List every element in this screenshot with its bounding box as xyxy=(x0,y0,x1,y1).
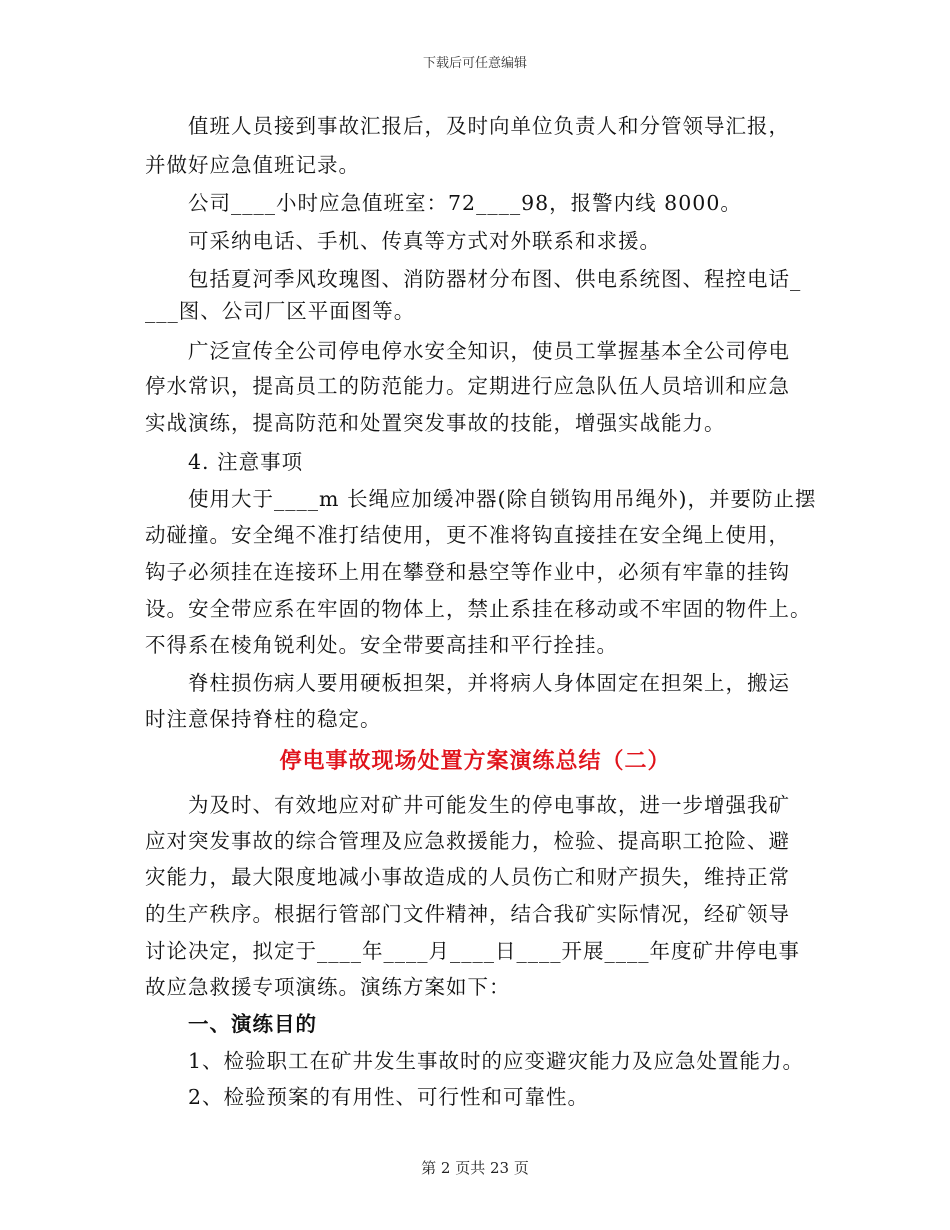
paragraph-line: 公司____小时应急值班室：72____98，报警内线 8000。 xyxy=(188,191,742,215)
paragraph-line: 故应急救援专项演练。演练方案如下： xyxy=(145,975,511,999)
paragraph-line: 钩子必须挂在连接环上用在攀登和悬空等作业中，必须有牢靠的挂钩 xyxy=(145,560,790,584)
section-heading: 一、演练目的 xyxy=(188,1012,317,1036)
paragraph-line: 2、检验预案的有用性、可行性和可靠性。 xyxy=(188,1085,590,1109)
paragraph-line: 为及时、有效地应对矿井可能发生的停电事故，进一步增强我矿 xyxy=(188,793,790,817)
paragraph-line: 可采纳电话、手机、传真等方式对外联系和求援。 xyxy=(188,229,661,253)
paragraph-line: 不得系在棱角锐利处。安全带要高挂和平行拴挂。 xyxy=(145,633,618,657)
paragraph-line: 实战演练，提高防范和处置突发事故的技能，增强实战能力。 xyxy=(145,411,726,435)
paragraph-line: 包括夏河季风玫瑰图、消防器材分布图、供电系统图、程控电话_ xyxy=(188,267,802,291)
paragraph-line: 的生产秩序。根据行管部门文件精神，结合我矿实际情况，经矿领导 xyxy=(145,902,790,926)
paragraph-line: 设。安全带应系在牢固的物体上，禁止系挂在移动或不牢固的物件上。 xyxy=(145,597,812,621)
page-footer: 第 2 页共 23 页 xyxy=(421,1159,529,1177)
page-header: 下载后可任意编辑 xyxy=(422,56,527,71)
paragraph-line: 广泛宣传全公司停电停水安全知识，使员工掌握基本全公司停电 xyxy=(188,339,790,363)
paragraph-line: 灾能力，最大限度地减小事故造成的人员伤亡和财产损失，维持正常 xyxy=(145,865,790,889)
paragraph-line: 使用大于____m 长绳应加缓冲器(除自锁钩用吊绳外)，并要防止摆 xyxy=(188,487,817,511)
paragraph-line: ___图、公司厂区平面图等。 xyxy=(145,299,416,323)
section-heading: 4. 注意事项 xyxy=(188,450,304,474)
paragraph-line: 应对突发事故的综合管理及应急救援能力，检验、提高职工抢险、避 xyxy=(145,829,790,853)
paragraph-line: 值班人员接到事故汇报后，及时向单位负责人和分管领导汇报， xyxy=(188,114,790,138)
paragraph-line: 讨论决定，拟定于____年____月____日____开展____年度矿井停电事 xyxy=(145,939,800,963)
paragraph-line: 时注意保持脊柱的稳定。 xyxy=(145,707,382,731)
paragraph-line: 并做好应急值班记录。 xyxy=(145,153,360,177)
section-title: 停电事故现场处置方案演练总结（二） xyxy=(279,748,671,774)
paragraph-line: 停水常识，提高员工的防范能力。定期进行应急队伍人员培训和应急 xyxy=(145,374,790,398)
paragraph-line: 1、检验职工在矿井发生事故时的应变避灾能力及应急处置能力。 xyxy=(188,1049,805,1073)
paragraph-line: 动碰撞。安全绳不准打结使用，更不准将钩直接挂在安全绳上使用， xyxy=(145,523,790,547)
paragraph-line: 脊柱损伤病人要用硬板担架，并将病人身体固定在担架上，搬运 xyxy=(188,671,790,695)
